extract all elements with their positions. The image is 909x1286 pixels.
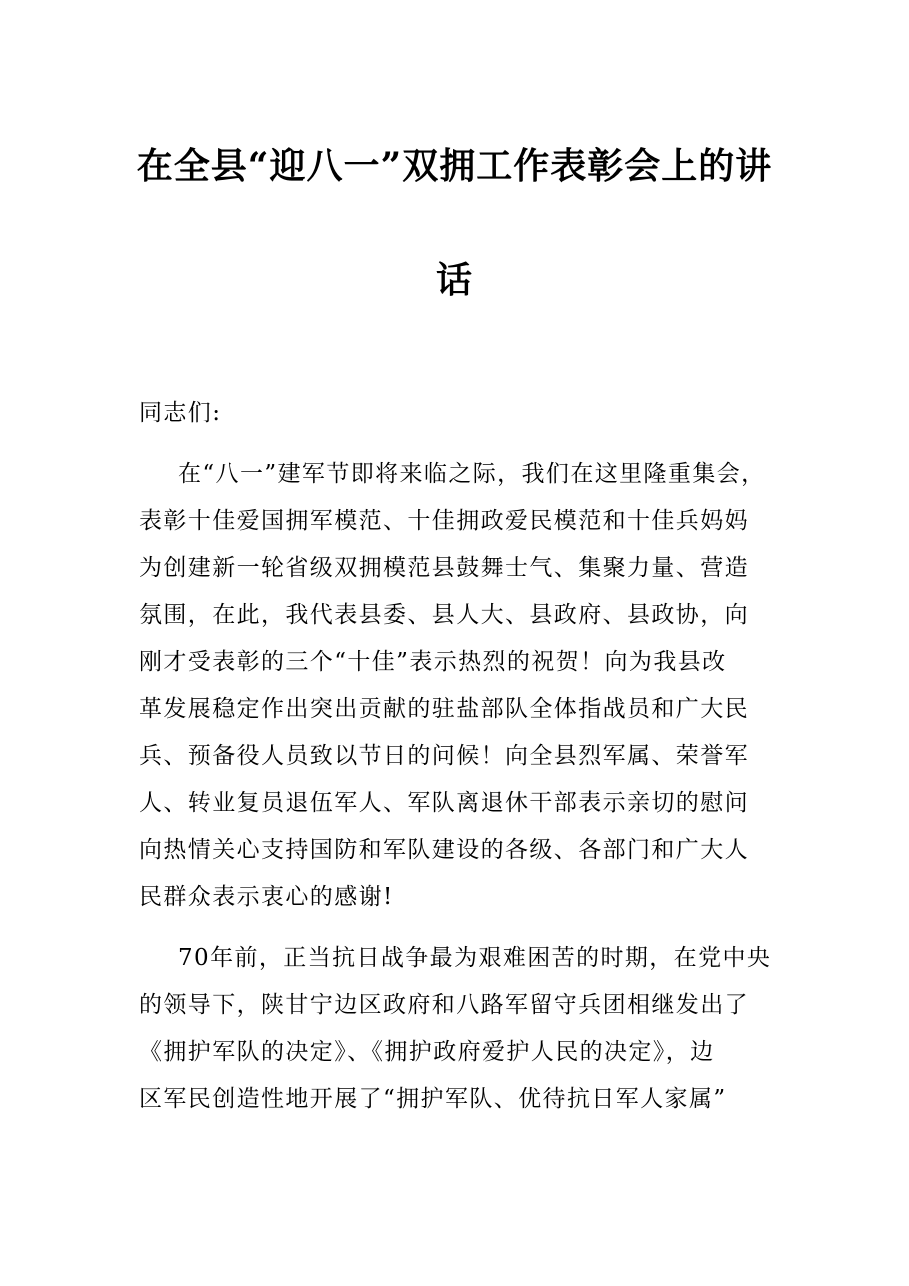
paragraph-2-line-2: 的领导下，陕甘宁边区政府和八路军留守兵团相继发出了 <box>139 992 749 1018</box>
paragraph-1-line-3: 为创建新一轮省级双拥模范县鼓舞士气、集聚力量、营造 <box>139 555 749 581</box>
document-title-line-1: 在全县“迎八一”双拥工作表彰会上的讲 <box>136 145 773 187</box>
paragraph-1-line-1: 在“八一”建军节即将来临之际，我们在这里隆重集会， <box>178 461 766 487</box>
paragraph-1-line-6: 革发展稳定作出突出贡献的驻盐部队全体指战员和广大民 <box>139 696 749 722</box>
paragraph-1-line-9: 向热情关心支持国防和军队建设的各级、各部门和广大人 <box>139 837 749 863</box>
paragraph-1-line-8: 人、转业复员退伍军人、军队离退休干部表示亲切的慰问 <box>139 790 749 816</box>
salutation: 同志们: <box>139 400 222 426</box>
paragraph-1-line-2: 表彰十佳爱国拥军模范、十佳拥政爱民模范和十佳兵妈妈 <box>139 508 749 534</box>
paragraph-2-line-1: 70年前，正当抗日战争最为艰难困苦的时期，在党中央 <box>178 945 772 971</box>
paragraph-1-line-5: 刚才受表彰的三个“十佳”表示热烈的祝贺！向为我县改 <box>139 649 727 675</box>
paragraph-1-line-4: 氛围，在此，我代表县委、县人大、县政府、县政协，向 <box>139 602 749 628</box>
paragraph-1-line-7: 兵、预备役人员致以节日的问候！向全县烈军属、荣誉军 <box>139 743 749 769</box>
document-title-line-2: 话 <box>435 259 473 301</box>
paragraph-2-line-3: 《拥护军队的决定》、《拥护政府爱护人民的决定》，边 <box>139 1039 715 1065</box>
paragraph-1-line-10: 民群众表示衷心的感谢! <box>139 884 394 910</box>
paragraph-2-line-4: 区军民创造性地开展了“拥护军队、优待抗日军人家属” <box>139 1086 727 1112</box>
